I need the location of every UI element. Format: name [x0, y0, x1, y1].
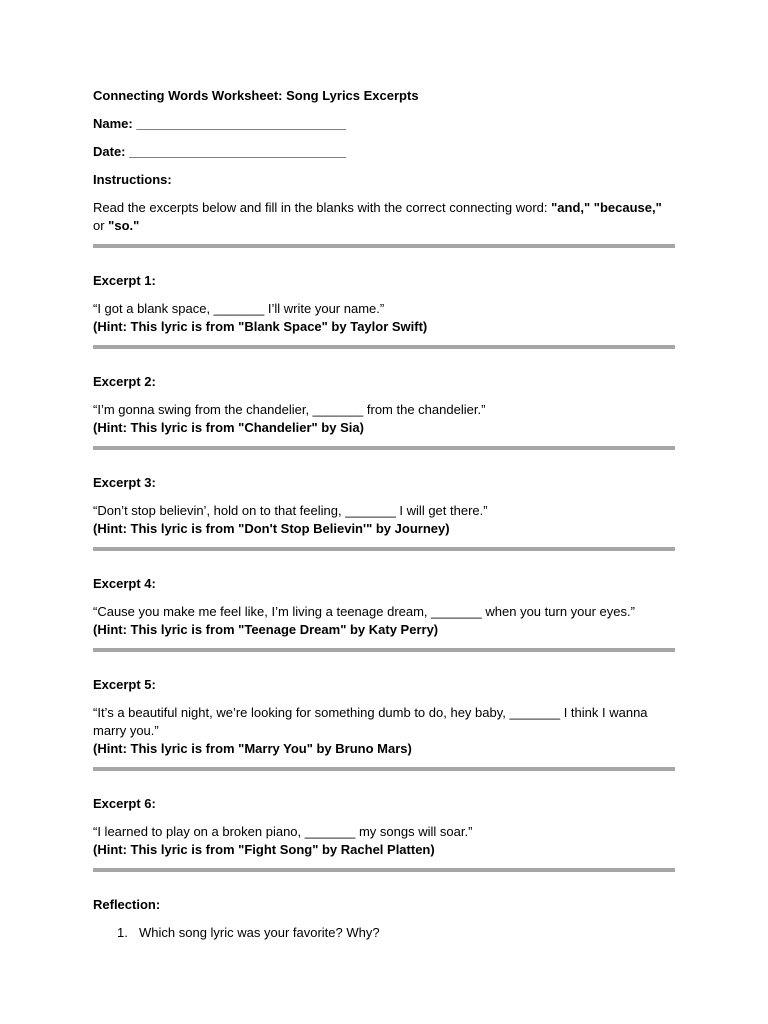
- divider: [93, 547, 675, 551]
- excerpt-1: [93, 272, 675, 336]
- reflection-questions: [93, 924, 675, 942]
- worksheet-title: Connecting Words Worksheet: Song Lyrics Excerpts: [93, 88, 419, 103]
- excerpt-lyric: “I learned to play on a broken piano, _______ my songs will soar.”: [93, 824, 473, 839]
- instructions-text: [93, 199, 675, 235]
- excerpt-lyric: “It’s a beautiful night, we’re looking for something dumb to do, hey baby, _______ I think I wanna marry you.”: [93, 705, 648, 738]
- excerpt-lyric: “Cause you make me feel like, I’m living a teenage dream, _______ when you turn your eyes.”: [93, 604, 635, 619]
- reflection-heading: Reflection:: [93, 897, 161, 912]
- instructions-options-2: "so.": [108, 218, 140, 233]
- question-number: 1.: [117, 925, 128, 940]
- excerpt-lyric: “I got a blank space, _______ I’ll write your name.”: [93, 301, 385, 316]
- excerpt-heading: Excerpt 5:: [93, 677, 156, 692]
- reflection-section: [93, 896, 675, 942]
- divider: [93, 767, 675, 771]
- excerpt-heading: Excerpt 3:: [93, 475, 156, 490]
- excerpt-2: [93, 373, 675, 437]
- excerpt-hint: (Hint: This lyric is from "Blank Space" by Taylor Swift): [93, 319, 428, 334]
- excerpt-heading: Excerpt 1:: [93, 273, 156, 288]
- divider: [93, 446, 675, 450]
- excerpt-4: [93, 575, 675, 639]
- instructions-label: Instructions:: [93, 172, 172, 187]
- instructions-options-1: "and," "because,": [551, 200, 662, 215]
- excerpt-heading: Excerpt 2:: [93, 374, 156, 389]
- name-field: Name: _____________________________: [93, 116, 347, 131]
- instructions-or: or: [93, 218, 109, 233]
- excerpt-hint: (Hint: This lyric is from "Don't Stop Believin'" by Journey): [93, 521, 450, 536]
- excerpt-hint: (Hint: This lyric is from "Teenage Dream" by Katy Perry): [93, 622, 439, 637]
- excerpt-lyric: “Don’t stop believin’, hold on to that feeling, _______ I will get there.”: [93, 503, 488, 518]
- excerpt-lyric: “I’m gonna swing from the chandelier, _______ from the chandelier.”: [93, 402, 486, 417]
- excerpt-hint: (Hint: This lyric is from "Chandelier" by Sia): [93, 420, 364, 435]
- instructions-main: Read the excerpts below and fill in the blanks with the correct connecting word:: [93, 200, 552, 215]
- excerpt-heading: Excerpt 4:: [93, 576, 156, 591]
- reflection-question: [93, 924, 675, 942]
- divider: [93, 345, 675, 349]
- divider: [93, 244, 675, 248]
- excerpt-hint: (Hint: This lyric is from "Marry You" by Bruno Mars): [93, 741, 412, 756]
- excerpt-6: [93, 795, 675, 859]
- date-field: Date: ______________________________: [93, 144, 347, 159]
- excerpt-3: [93, 474, 675, 538]
- excerpt-hint: (Hint: This lyric is from "Fight Song" by Rachel Platten): [93, 842, 435, 857]
- question-text: Which song lyric was your favorite? Why?: [139, 925, 380, 940]
- divider: [93, 868, 675, 872]
- divider: [93, 648, 675, 652]
- excerpt-5: [93, 676, 675, 758]
- worksheet-content: [93, 87, 675, 942]
- excerpt-heading: Excerpt 6:: [93, 796, 156, 811]
